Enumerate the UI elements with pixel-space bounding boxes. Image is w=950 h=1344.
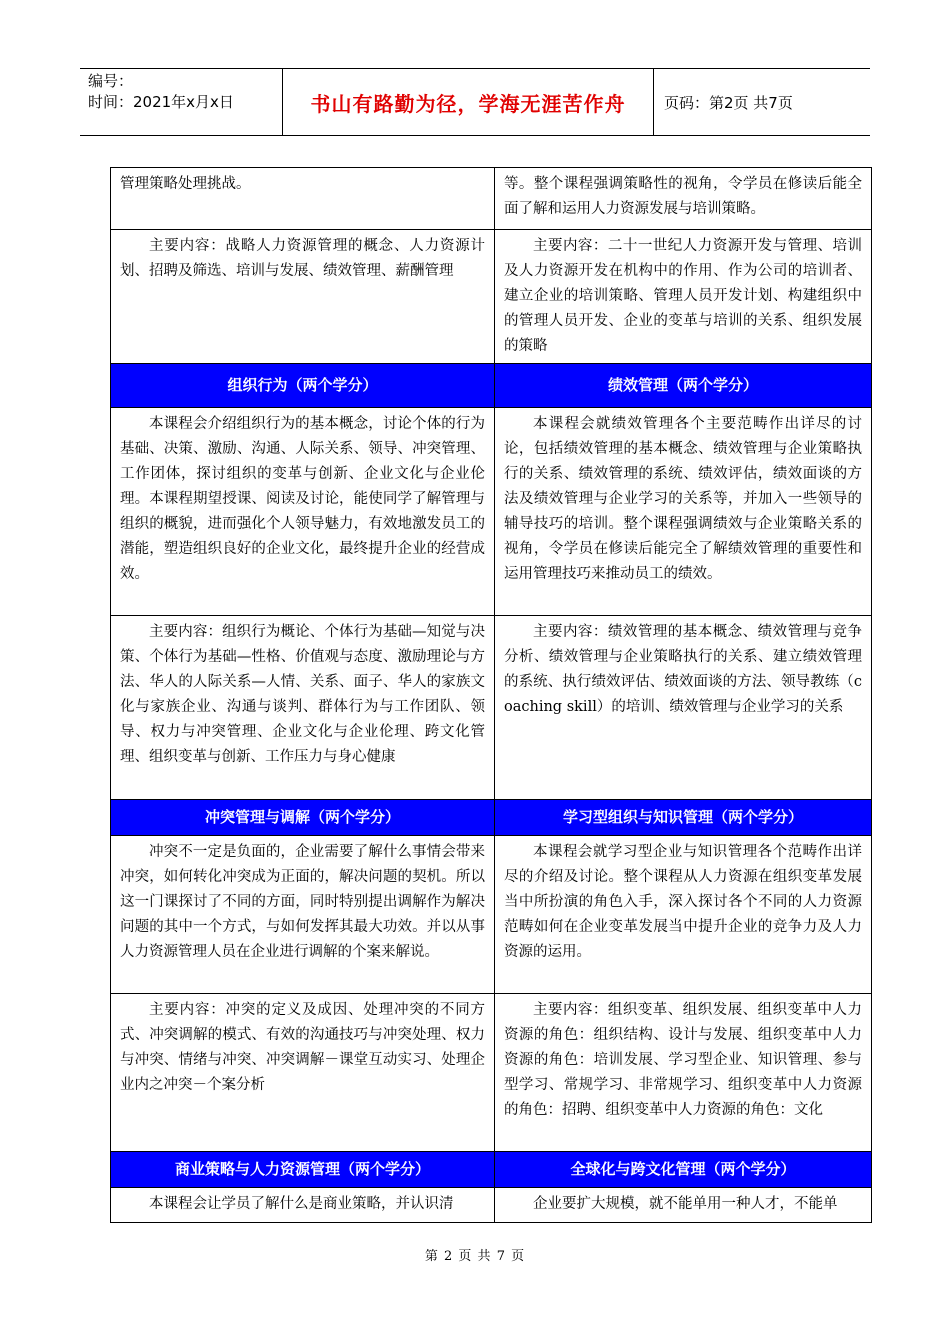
table-row [111,364,872,408]
course-description: 本课程会就学习型企业与知识管理各个范畴作出详尽的介绍及讨论。整个课程从人力资源在组织变革发展当中所扮演的角色入手，深入探讨各个不同的人力资源范畴如何在企业变革发展当中提升企业的竞争力及人力资源的运用。 [495,836,872,994]
page-footer: 第 2 页 共 7 页 [424,1249,526,1264]
course-description: 冲突不一定是负面的，企业需要了解什么事情会带来冲突，如何转化冲突成为正面的，解决问题的契机。所以这一门课探讨了不同的方面，同时特别提出调解作为解决问题的其中一个方式，与如何发挥其最大功效。并以从事人力资源管理人员在企业进行调解的个案来解说。 [111,836,495,994]
table-row [111,800,872,836]
table-row [111,616,872,800]
course-cell: 等。整个课程强调策略性的视角，令学员在修读后能全面了解和运用人力资源发展与培训策略。 [495,168,872,230]
course-description: 本课程会让学员了解什么是商业策略，并认识清 [111,1188,495,1223]
course-main-content: 主要内容：冲突的定义及成因、处理冲突的不同方式、冲突调解的模式、有效的沟通技巧与冲突处理、权力与冲突、情绪与冲突、冲突调解－课堂互动实习、处理企业内之冲突－个案分析 [111,994,495,1152]
document-date-label: 时间：2021年x月x日 [88,93,234,111]
header-page-info: 页码：第2页 共7页 [664,93,793,112]
course-main-content: 主要内容：绩效管理的基本概念、绩效管理与竞争分析、绩效管理与企业策略执行的关系、建立绩效管理的系统、执行绩效评估、绩效面谈的方法、领导教练（coaching skill）的培训、绩效管理与企业学习的关系 [495,616,872,800]
table-row [111,168,872,230]
course-table [110,167,872,1223]
course-title: 学习型组织与知识管理（两个学分） [495,800,872,836]
table-row [111,408,872,616]
course-main-content: 主要内容：组织行为概论、个体行为基础—知觉与决策、个体行为基础—性格、价值观与态度、激励理论与方法、华人的人际关系—人情、关系、面子、华人的家族文化与家族企业、沟通与谈判、群体行为与工作团队、领导、权力与冲突管理、企业文化与企业伦理、跨文化管理、组织变革与创新、工作压力与身心健康 [111,616,495,800]
page-header [80,68,870,136]
course-description: 企业要扩大规模，就不能单用一种人才，不能单 [495,1188,872,1223]
course-cell: 管理策略处理挑战。 [111,168,495,230]
table-row [111,836,872,994]
header-motto: 书山有路勤为径，学海无涯苦作舟 [283,69,654,135]
course-title: 组织行为（两个学分） [111,364,495,408]
table-row [111,230,872,364]
course-title: 冲突管理与调解（两个学分） [111,800,495,836]
table-row [111,994,872,1152]
course-main-content: 主要内容：组织变革、组织发展、组织变革中人力资源的角色：组织结构、设计与发展、组织变革中人力资源的角色：培训发展、学习型企业、知识管理、参与型学习、常规学习、非常规学习、组织变革中人力资源的角色：招聘、组织变革中人力资源的角色：文化 [495,994,872,1152]
course-description: 本课程会介绍组织行为的基本概念，讨论个体的行为基础、决策、激励、沟通、人际关系、领导、冲突管理、工作团体，探讨组织的变革与创新、企业文化与企业伦理。本课程期望授课、阅读及讨论，能使同学了解管理与组织的概貌，进而强化个人领导魅力，有效地激发员工的潜能，塑造组织良好的企业文化，最终提升企业的经营成效。 [111,408,495,616]
document-number-label: 编号： [88,72,134,90]
course-main-content: 主要内容：二十一世纪人力资源开发与管理、培训及人力资源开发在机构中的作用、作为公司的培训者、建立企业的培训策略、管理人员开发计划、构建组织中的管理人员开发、企业的变革与培训的关系、组织发展的策略 [495,230,872,364]
course-title: 全球化与跨文化管理（两个学分） [495,1152,872,1188]
table-row [111,1188,872,1223]
course-description: 本课程会就绩效管理各个主要范畴作出详尽的讨论，包括绩效管理的基本概念、绩效管理与企业策略执行的关系、绩效管理的系统、绩效评估，绩效面谈的方法及绩效管理与企业学习的关系等，并加入一些领导的辅导技巧的培训。整个课程强调绩效与企业策略关系的视角，令学员在修读后能完全了解绩效管理的重要性和运用管理技巧来推动员工的绩效。 [495,408,872,616]
course-title: 绩效管理（两个学分） [495,364,872,408]
header-meta [80,69,283,135]
course-main-content: 主要内容：战略人力资源管理的概念、人力资源计划、招聘及筛选、培训与发展、绩效管理、薪酬管理 [111,230,495,364]
table-row [111,1152,872,1188]
course-title: 商业策略与人力资源管理（两个学分） [111,1152,495,1188]
